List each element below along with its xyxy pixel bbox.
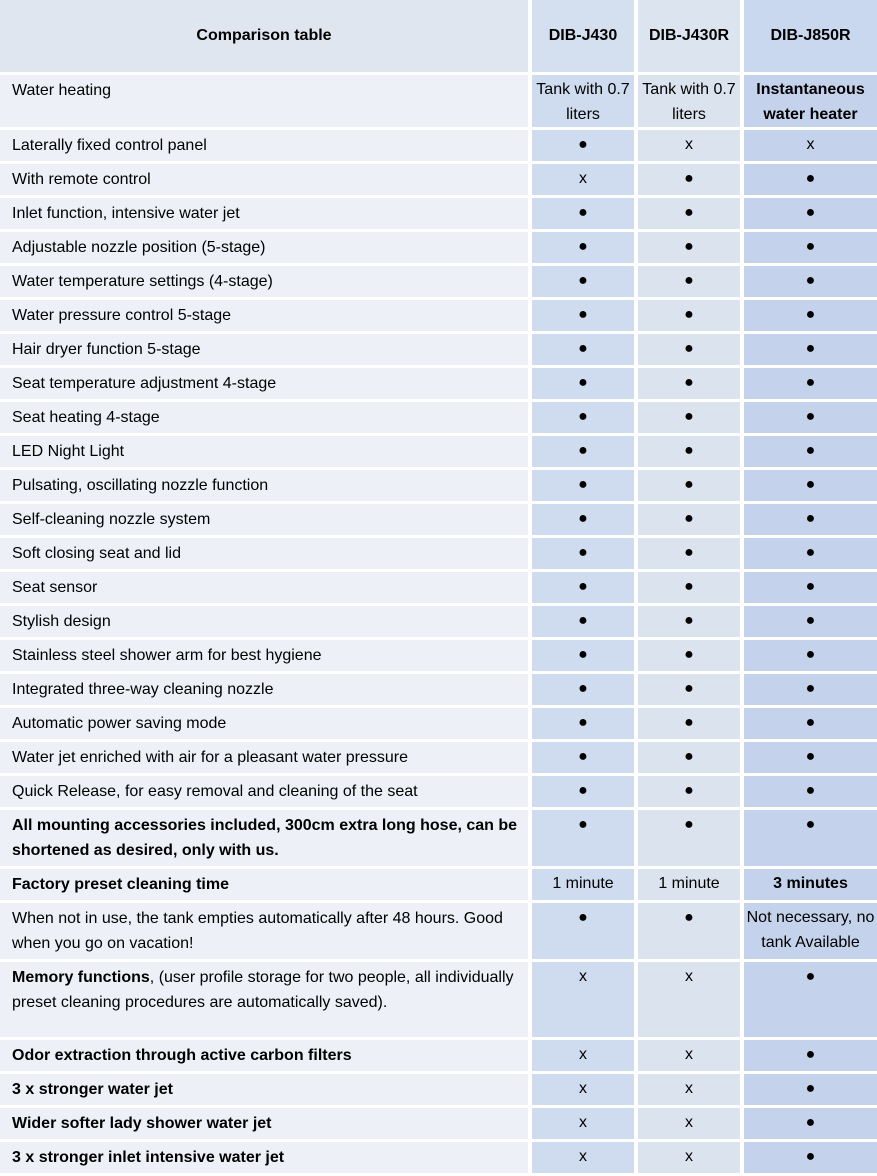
check-dot-icon: ● xyxy=(638,402,744,436)
model-header-3: DIB-J850R xyxy=(744,0,877,75)
header-row xyxy=(0,0,877,75)
check-dot-icon: ● xyxy=(532,903,638,962)
check-dot-icon: ● xyxy=(744,436,877,470)
model-header-2: DIB-J430R xyxy=(638,0,744,75)
table-row xyxy=(0,606,877,640)
feature-label: Laterally fixed control panel xyxy=(0,130,532,164)
table-row xyxy=(0,674,877,708)
check-dot-icon: ● xyxy=(532,232,638,266)
value-cell: 1 minute xyxy=(532,869,638,903)
not-included-mark: x xyxy=(638,962,744,1040)
check-dot-icon: ● xyxy=(744,198,877,232)
check-dot-icon: ● xyxy=(744,232,877,266)
check-dot-icon: ● xyxy=(744,640,877,674)
check-dot-icon: ● xyxy=(532,810,638,869)
not-included-mark: x xyxy=(532,962,638,1040)
value-cell: Tank with 0.7 liters xyxy=(638,75,744,130)
table-row xyxy=(0,436,877,470)
table-row xyxy=(0,1108,877,1142)
feature-label xyxy=(0,962,532,1040)
check-dot-icon: ● xyxy=(638,606,744,640)
feature-label: Stainless steel shower arm for best hygiene xyxy=(0,640,532,674)
check-dot-icon: ● xyxy=(532,742,638,776)
feature-label: Wider softer lady shower water jet xyxy=(0,1108,532,1142)
check-dot-icon: ● xyxy=(744,368,877,402)
check-dot-icon: ● xyxy=(638,164,744,198)
feature-label: Pulsating, oscillating nozzle function xyxy=(0,470,532,504)
check-dot-icon: ● xyxy=(532,708,638,742)
feature-label: With remote control xyxy=(0,164,532,198)
feature-label: Inlet function, intensive water jet xyxy=(0,198,532,232)
check-dot-icon: ● xyxy=(638,903,744,962)
check-dot-icon: ● xyxy=(744,470,877,504)
check-dot-icon: ● xyxy=(744,1040,877,1074)
check-dot-icon: ● xyxy=(638,334,744,368)
table-row xyxy=(0,962,877,1040)
check-dot-icon: ● xyxy=(638,572,744,606)
table-row xyxy=(0,538,877,572)
feature-label: Quick Release, for easy removal and cleaning of the seat xyxy=(0,776,532,810)
check-dot-icon: ● xyxy=(532,334,638,368)
check-dot-icon: ● xyxy=(532,504,638,538)
check-dot-icon: ● xyxy=(532,776,638,810)
check-dot-icon: ● xyxy=(744,164,877,198)
check-dot-icon: ● xyxy=(532,572,638,606)
check-dot-icon: ● xyxy=(532,130,638,164)
feature-label: Odor extraction through active carbon filters xyxy=(0,1040,532,1074)
table-row xyxy=(0,266,877,300)
value-cell: Not necessary, no tank Available xyxy=(744,903,877,962)
feature-label: Seat heating 4-stage xyxy=(0,402,532,436)
table-row xyxy=(0,810,877,869)
table-row xyxy=(0,300,877,334)
check-dot-icon: ● xyxy=(638,810,744,869)
check-dot-icon: ● xyxy=(638,708,744,742)
feature-label: Soft closing seat and lid xyxy=(0,538,532,572)
feature-label: Water heating xyxy=(0,75,532,130)
check-dot-icon: ● xyxy=(744,606,877,640)
check-dot-icon: ● xyxy=(638,640,744,674)
feature-label: Seat temperature adjustment 4-stage xyxy=(0,368,532,402)
not-included-mark: x xyxy=(638,1040,744,1074)
feature-label: When not in use, the tank empties automatically after 48 hours. Good when you go on vacation! xyxy=(0,903,532,962)
check-dot-icon: ● xyxy=(532,266,638,300)
feature-label: Automatic power saving mode xyxy=(0,708,532,742)
check-dot-icon: ● xyxy=(638,266,744,300)
not-included-mark: x xyxy=(638,130,744,164)
not-included-mark: x xyxy=(744,130,877,164)
check-dot-icon: ● xyxy=(638,742,744,776)
table-row xyxy=(0,903,877,962)
check-dot-icon: ● xyxy=(532,674,638,708)
check-dot-icon: ● xyxy=(744,1074,877,1108)
value-cell: 1 minute xyxy=(638,869,744,903)
check-dot-icon: ● xyxy=(638,674,744,708)
feature-label: 3 x stronger inlet intensive water jet xyxy=(0,1142,532,1176)
check-dot-icon: ● xyxy=(744,1142,877,1176)
check-dot-icon: ● xyxy=(532,402,638,436)
table-row xyxy=(0,130,877,164)
check-dot-icon: ● xyxy=(638,504,744,538)
feature-label: Hair dryer function 5-stage xyxy=(0,334,532,368)
feature-label: Factory preset cleaning time xyxy=(0,869,532,903)
check-dot-icon: ● xyxy=(638,368,744,402)
check-dot-icon: ● xyxy=(638,436,744,470)
check-dot-icon: ● xyxy=(532,436,638,470)
table-row xyxy=(0,742,877,776)
table-title: Comparison table xyxy=(0,0,532,75)
check-dot-icon: ● xyxy=(744,776,877,810)
table-row xyxy=(0,1040,877,1074)
table-row xyxy=(0,572,877,606)
not-included-mark: x xyxy=(638,1074,744,1108)
not-included-mark: x xyxy=(638,1108,744,1142)
not-included-mark: x xyxy=(532,1108,638,1142)
check-dot-icon: ● xyxy=(532,300,638,334)
table-row xyxy=(0,470,877,504)
table-row xyxy=(0,869,877,903)
feature-label-bold: Memory functions xyxy=(12,969,150,986)
check-dot-icon: ● xyxy=(532,606,638,640)
table-row xyxy=(0,1074,877,1108)
check-dot-icon: ● xyxy=(532,470,638,504)
check-dot-icon: ● xyxy=(532,368,638,402)
check-dot-icon: ● xyxy=(638,776,744,810)
not-included-mark: x xyxy=(532,1142,638,1176)
feature-label: Adjustable nozzle position (5-stage) xyxy=(0,232,532,266)
check-dot-icon: ● xyxy=(744,300,877,334)
check-dot-icon: ● xyxy=(744,674,877,708)
check-dot-icon: ● xyxy=(638,470,744,504)
table-row xyxy=(0,232,877,266)
check-dot-icon: ● xyxy=(532,640,638,674)
table-row xyxy=(0,640,877,674)
check-dot-icon: ● xyxy=(638,538,744,572)
not-included-mark: x xyxy=(532,164,638,198)
feature-label: Self-cleaning nozzle system xyxy=(0,504,532,538)
feature-label: Seat sensor xyxy=(0,572,532,606)
check-dot-icon: ● xyxy=(744,538,877,572)
feature-label: Stylish design xyxy=(0,606,532,640)
check-dot-icon: ● xyxy=(638,198,744,232)
feature-label: 3 x stronger water jet xyxy=(0,1074,532,1108)
check-dot-icon: ● xyxy=(744,572,877,606)
value-cell: Instantaneous water heater xyxy=(744,75,877,130)
feature-label: LED Night Light xyxy=(0,436,532,470)
check-dot-icon: ● xyxy=(744,742,877,776)
table-row xyxy=(0,504,877,538)
feature-label: Water jet enriched with air for a pleasant water pressure xyxy=(0,742,532,776)
check-dot-icon: ● xyxy=(744,402,877,436)
table-row xyxy=(0,164,877,198)
table-row xyxy=(0,334,877,368)
not-included-mark: x xyxy=(532,1040,638,1074)
not-included-mark: x xyxy=(532,1074,638,1108)
check-dot-icon: ● xyxy=(532,538,638,572)
check-dot-icon: ● xyxy=(744,1108,877,1142)
model-header-1: DIB-J430 xyxy=(532,0,638,75)
table-row xyxy=(0,198,877,232)
table-row xyxy=(0,75,877,130)
feature-label: Water temperature settings (4-stage) xyxy=(0,266,532,300)
value-cell: Tank with 0.7 liters xyxy=(532,75,638,130)
check-dot-icon: ● xyxy=(638,300,744,334)
feature-label: Integrated three-way cleaning nozzle xyxy=(0,674,532,708)
check-dot-icon: ● xyxy=(638,232,744,266)
table-row xyxy=(0,402,877,436)
check-dot-icon: ● xyxy=(744,708,877,742)
feature-label-rest: , (user profile storage for two people, all individually preset cleaning procedures are automatically saved). xyxy=(12,969,514,1011)
table-body xyxy=(0,75,877,1176)
feature-label: Water pressure control 5-stage xyxy=(0,300,532,334)
table-row xyxy=(0,1142,877,1176)
check-dot-icon: ● xyxy=(532,198,638,232)
check-dot-icon: ● xyxy=(744,962,877,1040)
check-dot-icon: ● xyxy=(744,504,877,538)
table-row xyxy=(0,368,877,402)
check-dot-icon: ● xyxy=(744,334,877,368)
value-cell: 3 minutes xyxy=(744,869,877,903)
table-row xyxy=(0,708,877,742)
not-included-mark: x xyxy=(638,1142,744,1176)
table-row xyxy=(0,776,877,810)
feature-label: All mounting accessories included, 300cm extra long hose, can be shortened as desired, only with us. xyxy=(0,810,532,869)
check-dot-icon: ● xyxy=(744,266,877,300)
check-dot-icon: ● xyxy=(744,810,877,869)
